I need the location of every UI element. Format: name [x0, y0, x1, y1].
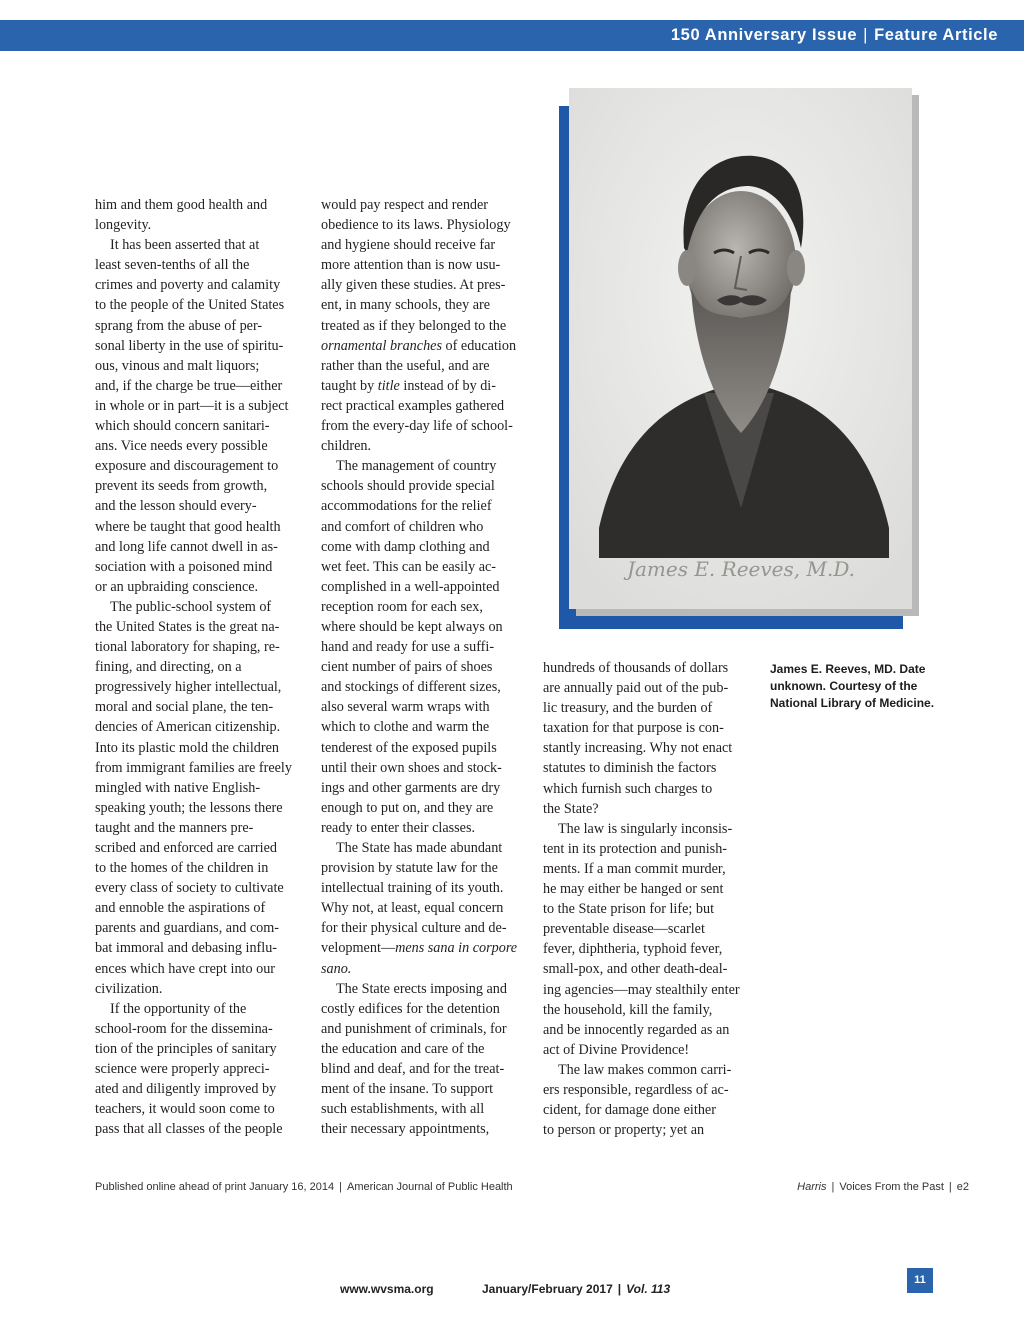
- text-line: he may either be hanged or sent: [543, 881, 724, 898]
- text-line: more attention than is now usu-: [321, 257, 501, 274]
- text-line: which to clothe and warm the: [321, 719, 490, 736]
- text-line: tenderest of the exposed pupils: [321, 739, 497, 756]
- banner-separator: |: [863, 26, 869, 44]
- text-line: rather than the useful, and are: [321, 357, 490, 374]
- text-line: for their physical culture and de-: [321, 920, 507, 937]
- text-line: treated as if they belonged to the: [321, 317, 507, 334]
- text-line: ment of the insane. To support: [321, 1081, 494, 1098]
- text-line: crimes and poverty and calamity: [95, 277, 281, 294]
- text-line: tion of the principles of sanitary: [95, 1040, 277, 1057]
- text-line: taxation for that purpose is con-: [543, 720, 724, 737]
- text-line: accommodations for the relief: [321, 498, 492, 515]
- text-line: The management of country: [336, 458, 497, 475]
- text-line: and long life cannot dwell in as-: [95, 538, 278, 555]
- text-line: mingled with native English-: [95, 779, 261, 796]
- text-line: It has been asserted that at: [110, 237, 260, 254]
- text-line: to the State prison for life; but: [543, 901, 715, 918]
- text-line: The law makes common carri-: [558, 1061, 732, 1078]
- text-line: speaking youth; the lessons there: [95, 799, 283, 816]
- text-line: tent in its protection and punish-: [543, 840, 728, 857]
- text-line: intellectual training of its youth.: [321, 880, 504, 897]
- text-line: reception room for each sex,: [321, 598, 483, 615]
- text-line: to the people of the United States: [95, 297, 285, 314]
- text-line: stantly increasing. Why not enact: [543, 740, 733, 757]
- caption-line: National Library of Medicine.: [770, 696, 935, 710]
- text-line: ings and other garments are dry: [321, 779, 501, 796]
- text-line: ated and diligently improved by: [95, 1081, 277, 1098]
- section-title: Feature Article: [874, 26, 998, 44]
- text-line: and be innocently regarded as an: [543, 1021, 730, 1038]
- text-line: also several warm wraps with: [321, 699, 490, 716]
- text-line: are annually paid out of the pub-: [543, 680, 729, 697]
- volume: Vol. 113: [626, 1282, 671, 1296]
- issue-title: 150 Anniversary Issue: [670, 26, 858, 44]
- article-column-3: [543, 658, 740, 1140]
- header-banner: [0, 20, 1024, 51]
- text-line: obedience to its laws. Physiology: [321, 217, 511, 234]
- footer-citation: [95, 1181, 513, 1193]
- website-link[interactable]: www.wvsma.org: [340, 1282, 434, 1296]
- text-line: pass that all classes of the people: [95, 1121, 283, 1138]
- text-line: preventable disease—scarlet: [543, 921, 705, 938]
- text-line: ous, vinous and malt liquors;: [95, 357, 260, 374]
- text-line: rect practical examples gathered: [321, 397, 505, 414]
- text-line: statutes to diminish the factors: [543, 760, 717, 777]
- text-line: hundreds of thousands of dollars: [543, 660, 729, 676]
- issue-separator: |: [617, 1282, 622, 1296]
- published-note: Published online ahead of print January 16, 2014: [95, 1181, 335, 1193]
- text-line: least seven-tenths of all the: [95, 257, 250, 274]
- caption-line: James E. Reeves, MD. Date: [770, 662, 926, 676]
- text-line: such establishments, with all: [321, 1101, 485, 1118]
- article-column-2: [321, 195, 517, 1139]
- footer-separator: |: [831, 1181, 835, 1193]
- caption-line: unknown. Courtesy of the: [770, 679, 918, 693]
- text-line: where should be kept always on: [321, 618, 503, 635]
- text-line: hand and ready for use a suffi-: [321, 639, 495, 656]
- text-line: tional laboratory for shaping, re-: [95, 639, 280, 656]
- text-line: provision by statute law for the: [321, 860, 498, 877]
- text-line: blind and deaf, and for the treat-: [321, 1061, 505, 1078]
- text-line: progressively higher intellectual,: [95, 679, 282, 696]
- issue-info: [482, 1282, 670, 1296]
- text-line: dencies of American citizenship.: [95, 719, 281, 736]
- text-line: taught and the manners pre-: [95, 819, 254, 836]
- text-line: and, if the charge be true—either: [95, 377, 283, 394]
- text-line: taught by title instead of by di-: [321, 377, 496, 394]
- text-line: cient number of pairs of shoes: [321, 659, 493, 676]
- text-line: ally given these studies. At pres-: [321, 277, 506, 294]
- text-line: where be taught that good health: [95, 518, 281, 535]
- text-line: and hygiene should receive far: [321, 237, 496, 254]
- text-line: ent, in many schools, they are: [321, 297, 491, 314]
- text-line: scribed and enforced are carried: [95, 840, 277, 856]
- issue-date: January/February 2017: [482, 1282, 613, 1296]
- text-line: the State?: [543, 800, 599, 817]
- text-line: and comfort of children who: [321, 518, 484, 535]
- photo-signature: James E. Reeves, M.D.: [626, 557, 856, 581]
- text-line: their necessary appointments,: [321, 1121, 490, 1138]
- text-line: parents and guardians, and com-: [95, 920, 279, 937]
- text-line: ers responsible, regardless of ac-: [543, 1081, 729, 1098]
- text-line: come with damp clothing and: [321, 538, 490, 555]
- article-page: e2: [956, 1181, 969, 1193]
- author-name: Harris: [797, 1181, 827, 1193]
- text-line: children.: [321, 438, 372, 455]
- page-number-badge: 11: [907, 1268, 933, 1293]
- text-line: bat immoral and debasing influ-: [95, 940, 278, 957]
- text-line: velopment—mens sana in corpore: [321, 940, 518, 957]
- text-line: and stockings of different sizes,: [321, 679, 501, 696]
- text-line: science were properly appreci-: [95, 1061, 270, 1078]
- text-line: The State has made abundant: [336, 840, 503, 856]
- text-line: prevent its seeds from growth,: [95, 478, 268, 495]
- banner-text: [671, 26, 998, 45]
- footer-separator: |: [948, 1181, 952, 1193]
- portrait-illustration: [569, 88, 912, 609]
- text-line: and punishment of criminals, for: [321, 1020, 507, 1037]
- text-line: until their own shoes and stock-: [321, 759, 502, 776]
- text-line: fever, diphtheria, typhoid fever,: [543, 941, 723, 958]
- text-line: school-room for the dissemina-: [95, 1020, 273, 1037]
- text-line: schools should provide special: [321, 478, 495, 495]
- text-line: wet feet. This can be easily ac-: [321, 558, 497, 575]
- text-line: him and them good health and: [95, 197, 268, 213]
- text-line: the education and care of the: [321, 1040, 485, 1057]
- text-line: Into its plastic mold the children: [95, 739, 280, 756]
- text-line: the United States is the great na-: [95, 618, 280, 635]
- text-line: sano.: [321, 960, 352, 977]
- text-line: ing agencies—may stealthily enter: [543, 981, 740, 998]
- text-line: sonal liberty in the use of spiritu-: [95, 337, 284, 354]
- text-line: ans. Vice needs every possible: [95, 438, 268, 455]
- text-line: would pay respect and render: [321, 197, 489, 213]
- section-name: Voices From the Past: [839, 1181, 944, 1193]
- text-line: act of Divine Providence!: [543, 1041, 690, 1058]
- text-line: The law is singularly inconsis-: [558, 820, 733, 837]
- text-line: enough to put on, and they are: [321, 799, 494, 816]
- text-line: which furnish such charges to: [543, 780, 713, 797]
- text-line: every class of society to cultivate: [95, 880, 284, 897]
- text-line: small-pox, and other death-deal-: [543, 961, 728, 978]
- text-line: ornamental branches of education: [321, 337, 517, 354]
- text-line: The State erects imposing and: [336, 980, 507, 997]
- text-line: from immigrant families are freely: [95, 759, 292, 776]
- text-line: ences which have crept into our: [95, 960, 276, 977]
- text-line: to person or property; yet an: [543, 1122, 705, 1139]
- text-line: exposure and discouragement to: [95, 458, 279, 475]
- footer-running-head: [797, 1181, 969, 1193]
- text-line: to the homes of the children in: [95, 860, 269, 877]
- text-line: from the every-day life of school-: [321, 418, 513, 435]
- photo-caption: [770, 661, 970, 712]
- text-line: civilization.: [95, 980, 163, 997]
- text-line: The public-school system of: [110, 598, 272, 615]
- journal-name: American Journal of Public Health: [346, 1181, 513, 1193]
- text-line: teachers, it would soon come to: [95, 1101, 275, 1118]
- text-line: ments. If a man commit murder,: [543, 860, 726, 877]
- text-line: ready to enter their classes.: [321, 819, 476, 836]
- text-line: moral and social plane, the ten-: [95, 699, 274, 716]
- text-line: sociation with a poisoned mind: [95, 558, 273, 575]
- text-line: cident, for damage done either: [543, 1102, 716, 1119]
- text-line: and the lesson should every-: [95, 498, 257, 515]
- text-line: and ennoble the aspirations of: [95, 900, 266, 917]
- text-line: the household, kill the family,: [543, 1001, 713, 1018]
- text-line: costly edifices for the detention: [321, 1000, 500, 1017]
- text-line: Why not, at least, equal concern: [321, 900, 504, 917]
- footer-separator: |: [339, 1181, 342, 1193]
- text-line: fining, and directing, on a: [95, 659, 242, 676]
- article-column-1: [95, 195, 292, 1139]
- text-line: which should concern sanitari-: [95, 418, 270, 435]
- text-line: or an upbraiding conscience.: [95, 578, 259, 595]
- text-line: complished in a well-appointed: [321, 578, 500, 595]
- text-line: longevity.: [95, 217, 152, 234]
- text-line: lic treasury, and the burden of: [543, 700, 713, 717]
- portrait-photo: [569, 88, 912, 609]
- text-line: in whole or in part—it is a subject: [95, 397, 289, 414]
- text-line: If the opportunity of the: [110, 1000, 247, 1017]
- text-line: sprang from the abuse of per-: [95, 317, 263, 334]
